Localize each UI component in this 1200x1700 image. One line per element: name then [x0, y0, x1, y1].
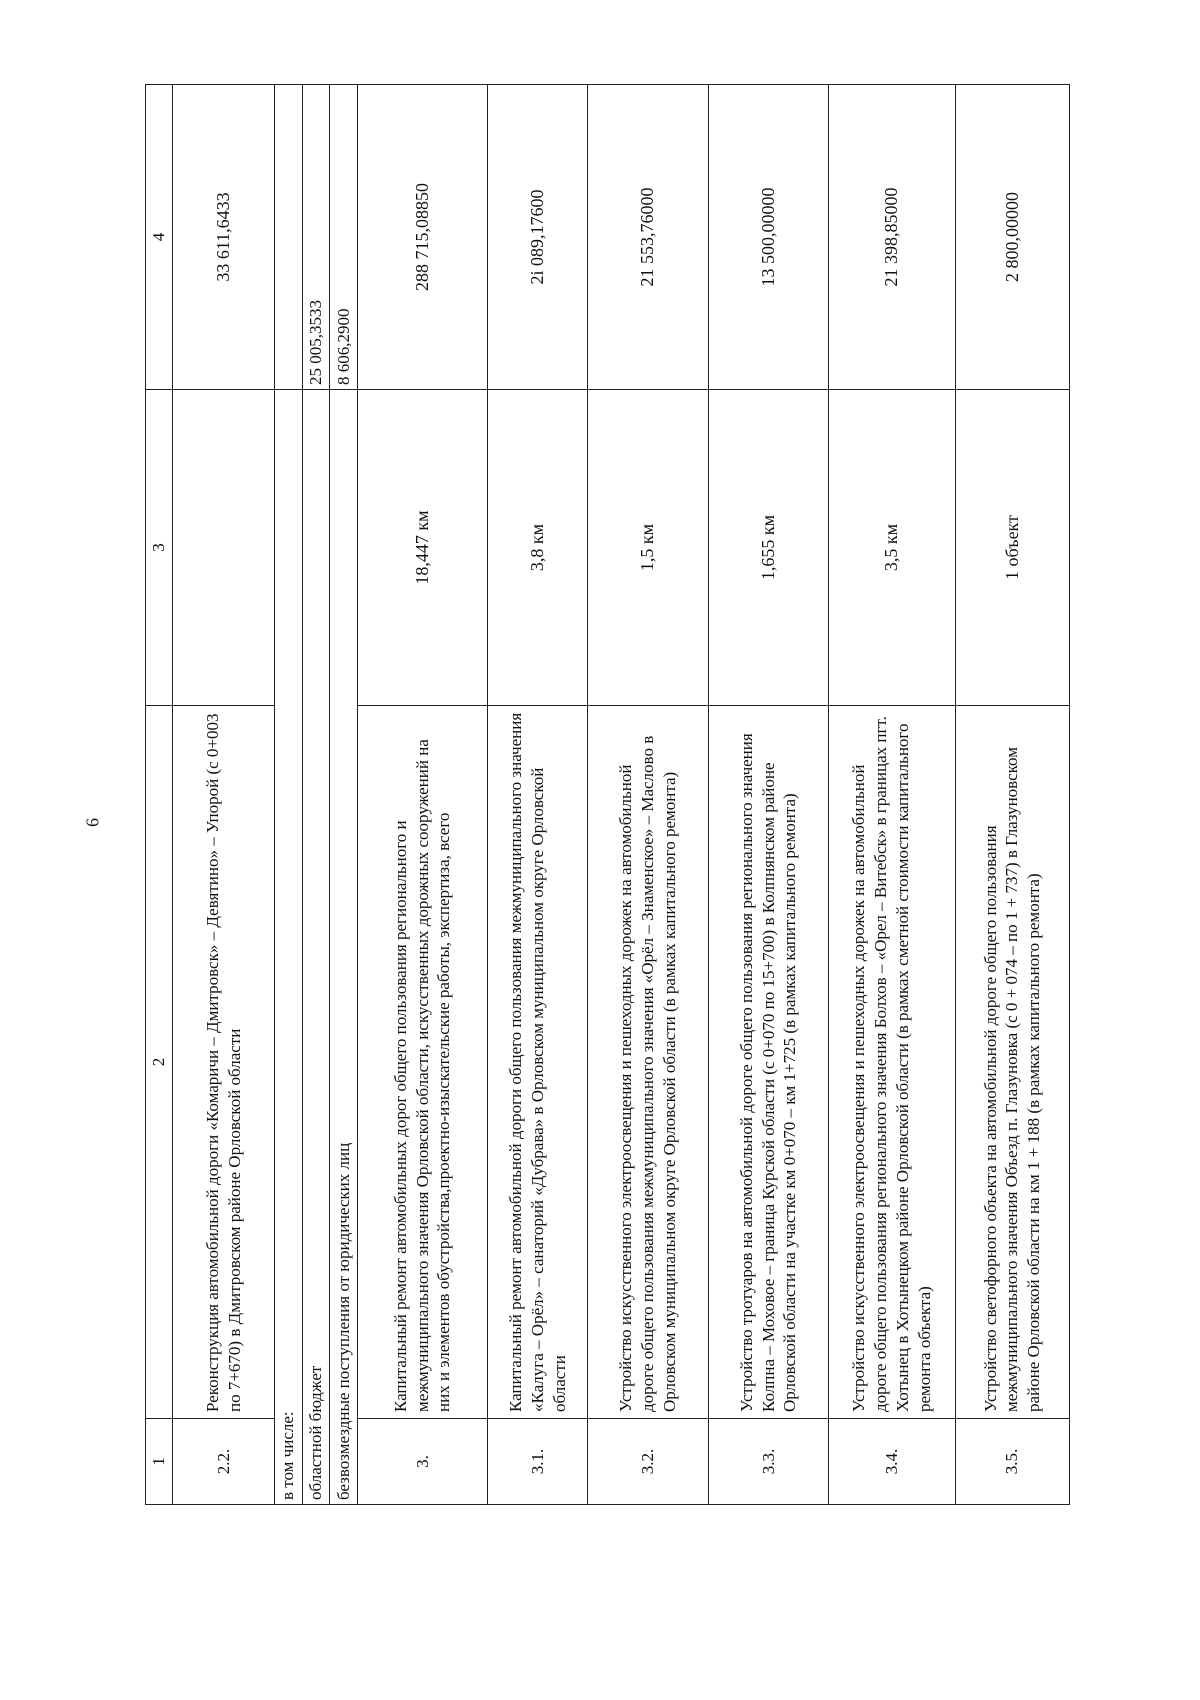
table-row — [330, 85, 358, 1505]
row-quantity: 1 объект — [955, 390, 1069, 706]
table-row — [357, 85, 488, 1505]
row-label: безвозмездные поступления от юридических лиц — [330, 390, 358, 1505]
column-header: 1 — [146, 1419, 173, 1505]
table-row — [488, 85, 588, 1505]
row-description: Устройство искусственного электроосвещения и пешеходных дорожек на автомобильной дороге общего пользования межмуниципального значения «Орёл – Знаменское» – Маслово в Орловском муниципальном округе Орловской области (в рамках капитального ремонта) — [588, 706, 708, 1419]
row-number: 3. — [357, 1419, 488, 1505]
row-amount: 13 500,00000 — [708, 85, 828, 390]
row-amount: 25 005,3533 — [302, 85, 330, 390]
table-row — [173, 85, 275, 1505]
row-number: 3.3. — [708, 1419, 828, 1505]
table-row — [829, 85, 956, 1505]
row-description: Капитальный ремонт автомобильных дорог общего пользования регионального и межмуниципального значения Орловской области, искусственных дорожных сооружений на них и элементов обустройства,проектно-изыскательские работы, экспертиза, всего — [357, 706, 488, 1419]
row-description: Устройство тротуаров на автомобильной дороге общего пользования регионального значения Колпна – Моховое – граница Курской области (с 0+070 по 15+700) в Колпнянском районе Орловской области на участке км 0+070 – км 1+725 (в рамках капитального ремонта) — [708, 706, 828, 1419]
row-amount: 33 611,6433 — [173, 85, 275, 390]
page-number: 6 — [82, 818, 103, 827]
row-amount: 8 606,2900 — [330, 85, 358, 390]
row-label: в том числе: — [275, 390, 303, 1505]
table-row — [955, 85, 1069, 1505]
row-description: Реконструкция автомобильной дороги «Комаричи – Дмитровск» – Девятино» – Упорой (с 0+003 по 7+670) в Дмитровском районе Орловской области — [173, 706, 275, 1419]
row-amount: 288 715,08850 — [357, 85, 488, 390]
row-amount: 2i 089,17600 — [488, 85, 588, 390]
row-description: Устройство искусственного электроосвещения и пешеходных дорожек на автомобильной дороге общего пользования регионального значения Болхов – «Орел – Витебск» в границах пгт. Хотынец в Хотынецком районе Орловской области (в рамках сметной стоимости капитального ремонта объекта) — [829, 706, 956, 1419]
row-quantity: 18,447 км — [357, 390, 488, 706]
row-number: 3.4. — [829, 1419, 956, 1505]
column-header: 4 — [146, 85, 173, 390]
row-quantity: 3,8 км — [488, 390, 588, 706]
table-row — [588, 85, 708, 1505]
table-row — [275, 85, 303, 1505]
row-quantity — [173, 390, 275, 706]
row-description: Устройство светофорного объекта на автомобильной дороге общего пользования межмуниципального значения Объезд п. Глазуновка (с 0 + 074 – по 1 + 737) в Глазуновском районе Орловской области на км 1 + 188 (в рамках капитального ремонта) — [955, 706, 1069, 1419]
table-row — [708, 85, 828, 1505]
table-rotation-frame — [145, 85, 1070, 1505]
row-amount: 21 553,76000 — [588, 85, 708, 390]
column-header: 2 — [146, 706, 173, 1419]
table-row — [302, 85, 330, 1505]
budget-table — [145, 85, 1070, 1505]
row-number: 3.1. — [488, 1419, 588, 1505]
row-number: 2.2. — [173, 1419, 275, 1505]
row-number: 3.2. — [588, 1419, 708, 1505]
row-quantity: 1,655 км — [708, 390, 828, 706]
column-header: 3 — [146, 390, 173, 706]
row-amount: 21 398,85000 — [829, 85, 956, 390]
row-description: Капитальный ремонт автомобильной дороги общего пользования межмуниципального значения «Калуга – Орёл» – санаторий «Дубрава» в Орловском муниципальном округе Орловской области — [488, 706, 588, 1419]
row-label: областной бюджет — [302, 390, 330, 1505]
table-header-row — [146, 85, 173, 1505]
row-amount — [275, 85, 303, 390]
row-number: 3.5. — [955, 1419, 1069, 1505]
row-quantity: 1,5 км — [588, 390, 708, 706]
row-quantity: 3,5 км — [829, 390, 956, 706]
row-amount: 2 800,00000 — [955, 85, 1069, 390]
